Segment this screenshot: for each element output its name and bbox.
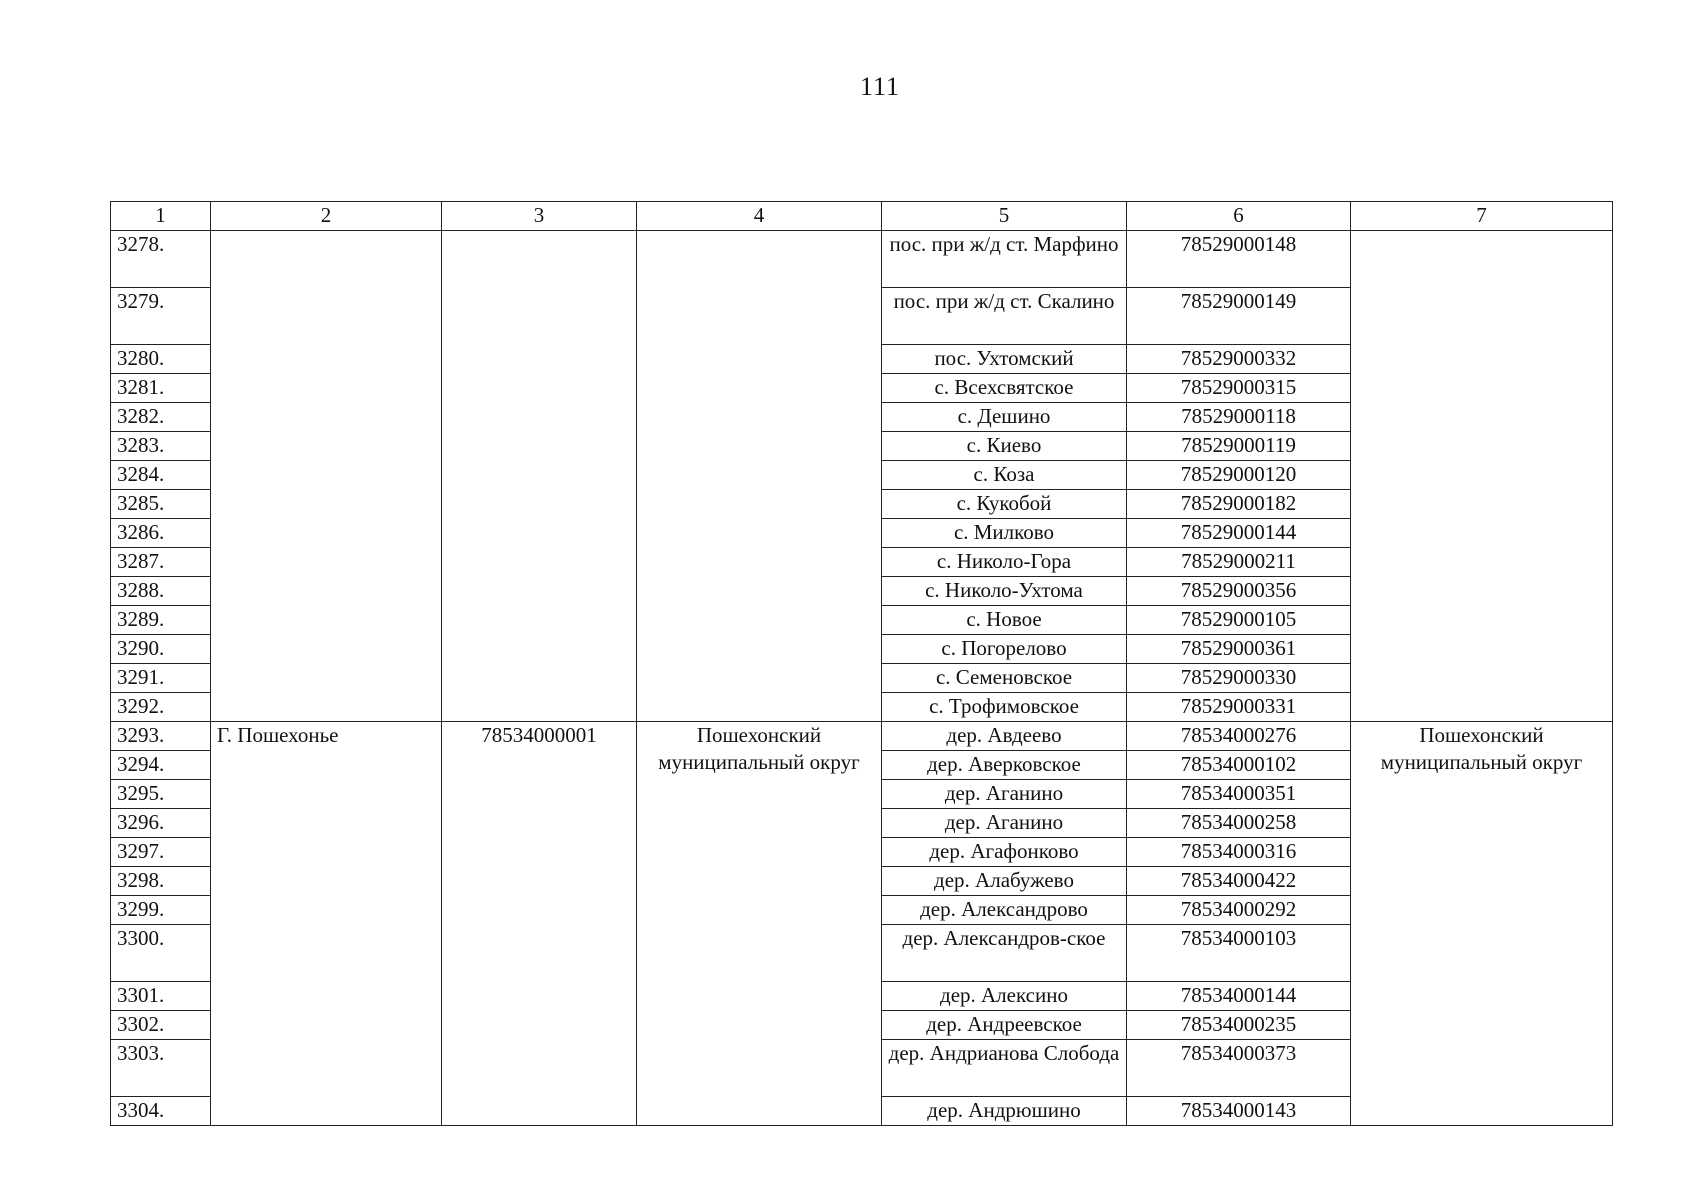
settlement-code: 78529000120 xyxy=(1127,461,1351,490)
settlement-name: дер. Андреевское xyxy=(882,1011,1127,1040)
settlement-code: 78529000148 xyxy=(1127,231,1351,288)
settlement-code: 78534000351 xyxy=(1127,780,1351,809)
settlement-code: 78534000103 xyxy=(1127,925,1351,982)
settlement-name: с. Семеновское xyxy=(882,664,1127,693)
empty-cell xyxy=(442,231,637,722)
row-number: 3304. xyxy=(111,1097,211,1126)
row-number: 3288. xyxy=(111,577,211,606)
settlement-code: 78529000330 xyxy=(1127,664,1351,693)
settlement-name: с. Новое xyxy=(882,606,1127,635)
empty-cell xyxy=(211,231,442,722)
district-name: Пошехонский муниципальный округ xyxy=(637,722,882,1126)
settlement-name: дер. Агафонково xyxy=(882,838,1127,867)
settlement-name: дер. Алексино xyxy=(882,982,1127,1011)
row-number: 3279. xyxy=(111,288,211,345)
settlement-code: 78534000143 xyxy=(1127,1097,1351,1126)
table-row xyxy=(111,722,1613,751)
table-row xyxy=(111,231,1613,288)
settlement-name: дер. Андрюшино xyxy=(882,1097,1127,1126)
settlement-code: 78529000361 xyxy=(1127,635,1351,664)
row-number: 3280. xyxy=(111,345,211,374)
settlement-name: пос. Ухтомский xyxy=(882,345,1127,374)
row-number: 3291. xyxy=(111,664,211,693)
empty-cell xyxy=(1351,231,1613,722)
settlement-name: с. Кукобой xyxy=(882,490,1127,519)
row-number: 3302. xyxy=(111,1011,211,1040)
settlement-name: дер. Александрово xyxy=(882,896,1127,925)
settlement-name: пос. при ж/д ст. Марфино xyxy=(882,231,1127,288)
settlement-code: 78529000332 xyxy=(1127,345,1351,374)
settlement-name: дер. Авдеево xyxy=(882,722,1127,751)
settlement-code: 78534000292 xyxy=(1127,896,1351,925)
header-cell: 5 xyxy=(882,202,1127,231)
settlement-code: 78534000316 xyxy=(1127,838,1351,867)
row-number: 3283. xyxy=(111,432,211,461)
row-number: 3299. xyxy=(111,896,211,925)
row-number: 3297. xyxy=(111,838,211,867)
settlement-code: 78529000182 xyxy=(1127,490,1351,519)
settlement-name: с. Милково xyxy=(882,519,1127,548)
settlement-code: 78534000422 xyxy=(1127,867,1351,896)
settlement-code: 78534000373 xyxy=(1127,1040,1351,1097)
settlement-name: с. Трофимовское xyxy=(882,693,1127,722)
header-row xyxy=(111,202,1613,231)
settlement-code: 78529000211 xyxy=(1127,548,1351,577)
city-name: Г. Пошехонье xyxy=(211,722,442,1126)
settlement-code: 78534000235 xyxy=(1127,1011,1351,1040)
settlement-name: с. Николо-Ухтома xyxy=(882,577,1127,606)
city-code: 78534000001 xyxy=(442,722,637,1126)
settlement-code: 78529000119 xyxy=(1127,432,1351,461)
settlement-name: дер. Аверковское xyxy=(882,751,1127,780)
row-number: 3284. xyxy=(111,461,211,490)
settlement-code: 78529000356 xyxy=(1127,577,1351,606)
settlement-code: 78529000149 xyxy=(1127,288,1351,345)
settlement-code: 78529000144 xyxy=(1127,519,1351,548)
settlement-name: дер. Алабужево xyxy=(882,867,1127,896)
row-number: 3289. xyxy=(111,606,211,635)
header-cell: 1 xyxy=(111,202,211,231)
row-number: 3300. xyxy=(111,925,211,982)
settlement-code: 78529000331 xyxy=(1127,693,1351,722)
row-number: 3294. xyxy=(111,751,211,780)
settlement-code: 78534000258 xyxy=(1127,809,1351,838)
district-name-col7: Пошехонский муниципальный округ xyxy=(1351,722,1613,1126)
settlement-name: пос. при ж/д ст. Скалино xyxy=(882,288,1127,345)
settlement-name: дер. Андрианова Слобода xyxy=(882,1040,1127,1097)
row-number: 3301. xyxy=(111,982,211,1011)
row-number: 3295. xyxy=(111,780,211,809)
settlement-name: дер. Аганино xyxy=(882,809,1127,838)
row-number: 3303. xyxy=(111,1040,211,1097)
header-cell: 2 xyxy=(211,202,442,231)
settlement-name: дер. Аганино xyxy=(882,780,1127,809)
settlement-code: 78534000276 xyxy=(1127,722,1351,751)
row-number: 3287. xyxy=(111,548,211,577)
header-cell: 7 xyxy=(1351,202,1613,231)
header-cell: 3 xyxy=(442,202,637,231)
settlement-name: с. Дешино xyxy=(882,403,1127,432)
settlement-name: дер. Александров-ское xyxy=(882,925,1127,982)
row-number: 3281. xyxy=(111,374,211,403)
settlements-table xyxy=(110,201,1613,1126)
header-cell: 6 xyxy=(1127,202,1351,231)
settlement-name: с. Коза xyxy=(882,461,1127,490)
settlement-name: с. Киево xyxy=(882,432,1127,461)
row-number: 3293. xyxy=(111,722,211,751)
settlement-code: 78534000144 xyxy=(1127,982,1351,1011)
settlement-code: 78529000105 xyxy=(1127,606,1351,635)
empty-cell xyxy=(637,231,882,722)
row-number: 3296. xyxy=(111,809,211,838)
settlement-name: с. Всехсвятское xyxy=(882,374,1127,403)
settlement-code: 78534000102 xyxy=(1127,751,1351,780)
row-number: 3290. xyxy=(111,635,211,664)
row-number: 3292. xyxy=(111,693,211,722)
row-number: 3278. xyxy=(111,231,211,288)
settlement-code: 78529000315 xyxy=(1127,374,1351,403)
row-number: 3285. xyxy=(111,490,211,519)
row-number: 3282. xyxy=(111,403,211,432)
settlement-code: 78529000118 xyxy=(1127,403,1351,432)
page-number: 111 xyxy=(859,72,901,101)
settlement-name: с. Николо-Гора xyxy=(882,548,1127,577)
settlement-name: с. Погорелово xyxy=(882,635,1127,664)
header-cell: 4 xyxy=(637,202,882,231)
row-number: 3298. xyxy=(111,867,211,896)
row-number: 3286. xyxy=(111,519,211,548)
